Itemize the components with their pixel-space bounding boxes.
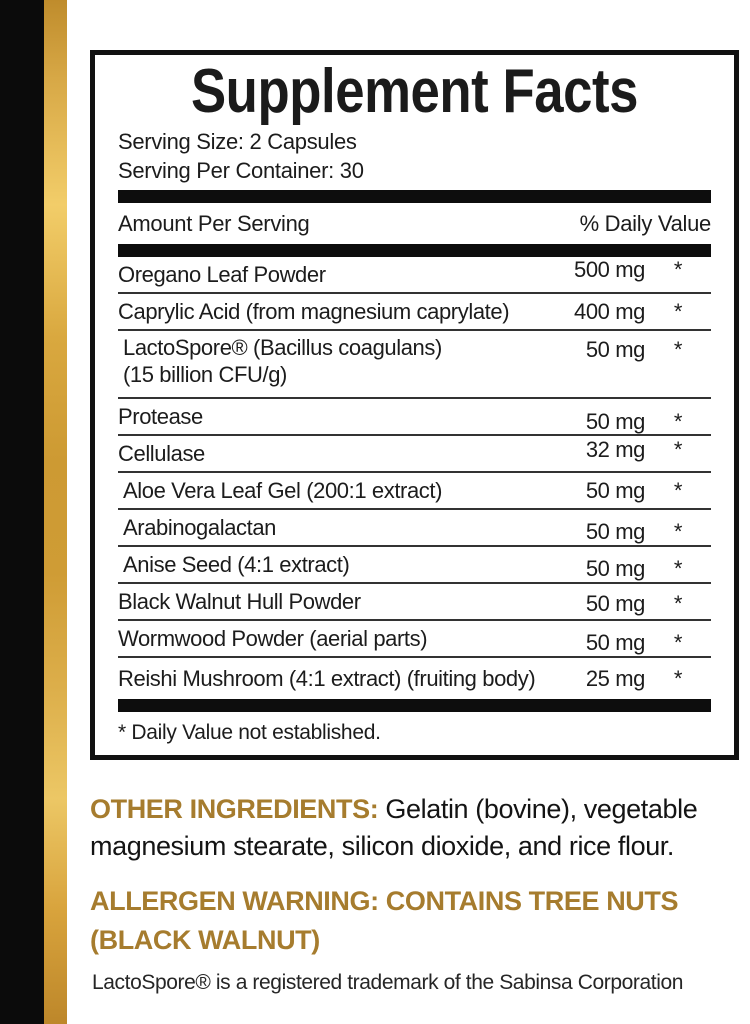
ingredient-amount: 32 mg [585,436,645,462]
ingredient-daily-value: * [673,298,683,324]
row-values [549,257,711,283]
supplement-facts-panel [90,50,739,760]
ingredient-amount: 50 mg [585,629,645,655]
ingredient-name: Oregano Leaf Powder [118,262,326,287]
table-row [118,331,711,399]
ingredient-name: Cellulase [118,441,205,466]
ingredient-daily-value: * [673,590,683,616]
ingredient-amount: 50 mg [585,408,645,434]
table-row [118,399,711,436]
other-ingredients [90,791,750,865]
other-ingredients-label: OTHER INGREDIENTS: [90,794,379,824]
ingredient-table [118,257,711,699]
black-side-bar [0,0,44,1024]
row-values [549,478,711,504]
ingredient-daily-value: * [673,408,683,434]
daily-value-footnote: * Daily Value not established. [118,721,381,744]
servings-per-container: Serving Per Container: 30 [118,158,364,183]
table-row [118,658,711,699]
table-row [118,621,711,658]
row-values [549,591,711,617]
ingredient-name: Black Walnut Hull Powder [118,589,361,614]
ingredient-amount: 50 mg [585,590,645,616]
ingredient-name: Aloe Vera Leaf Gel (200:1 extract) [123,478,443,503]
ingredient-name: Anise Seed (4:1 extract) [123,552,350,577]
ingredient-name: Arabinogalactan [123,515,277,540]
row-values [549,437,711,463]
gold-accent-stripe [44,0,67,1024]
table-row [118,257,711,294]
row-values [549,519,711,545]
table-row [118,294,711,331]
ingredient-amount: 50 mg [585,337,645,362]
ingredient-daily-value: * [673,436,683,462]
serving-size: Serving Size: 2 Capsules [118,129,357,154]
row-values [549,409,711,435]
row-values [549,630,711,656]
thick-divider [118,244,711,257]
ingredient-name-line2: (15 billion CFU/g) [123,362,287,387]
row-values [549,556,711,582]
thick-divider [118,699,711,712]
allergen-warning: ALLERGEN WARNING: CONTAINS TREE NUTS (BLACK WALNUT) [90,886,679,955]
thick-divider [118,190,711,203]
ingredient-name: Wormwood Powder (aerial parts) [118,626,428,651]
ingredient-daily-value: * [673,629,683,655]
ingredient-name-line1: LactoSpore® (Bacillus coagulans) [123,335,442,360]
column-header-daily-value: % Daily Value [579,210,711,236]
supplement-facts-title: Supplement Facts [190,57,639,126]
ingredient-name: Caprylic Acid (from magnesium caprylate) [118,299,510,324]
table-row [118,547,711,584]
ingredient-amount: 500 mg [574,256,645,282]
ingredient-name [118,331,549,391]
ingredient-name: Reishi Mushroom (4:1 extract) (fruiting body) [118,666,536,691]
ingredient-daily-value: * [673,477,683,503]
ingredient-daily-value: * [673,337,683,362]
ingredient-amount: 50 mg [585,555,645,581]
ingredient-amount: 50 mg [585,518,645,544]
ingredient-amount: 400 mg [574,298,645,324]
column-header-amount: Amount Per Serving [118,210,310,236]
table-row [118,473,711,510]
ingredient-daily-value: * [673,256,683,282]
ingredient-name: Protease [118,404,203,429]
table-row [118,510,711,547]
ingredient-daily-value: * [673,665,683,691]
table-header-row [118,203,711,244]
other-ingredients-text: Gelatin (bovine), vegetable magnesium stearate, silicon dioxide, and rice flour. [90,794,698,861]
ingredient-daily-value: * [673,518,683,544]
row-values [549,331,711,363]
ingredient-daily-value: * [673,555,683,581]
table-row [118,436,711,473]
trademark-note: LactoSpore® is a registered trademark of the Sabinsa Corporation [92,971,684,994]
row-values [549,299,711,325]
row-values [549,666,711,692]
ingredient-amount: 25 mg [585,665,645,691]
ingredient-amount: 50 mg [585,477,645,503]
table-row [118,584,711,621]
